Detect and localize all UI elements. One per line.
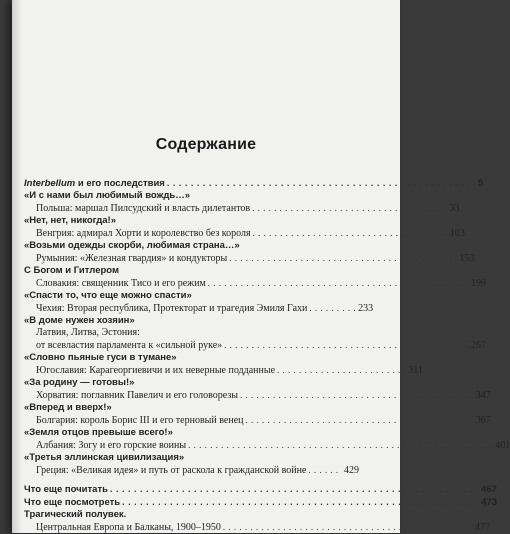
dot-leader: . . . . . . . . . . . . . . . . . . . . . . . . . . . . . . . . . . . .: [252, 228, 448, 238]
toc-entry-title: Венгрия: адмирал Хорти и королевство без короля: [36, 228, 251, 239]
toc-entry-title: «Третья эллинская цивилизация»: [24, 452, 185, 463]
toc-entry-page: 367: [475, 415, 491, 426]
toc-entry: [24, 414, 491, 427]
toc-entry: [24, 252, 475, 265]
toc-entry: [24, 215, 359, 227]
toc-entry-page: 5: [477, 178, 484, 189]
toc-entry-title: Польша: маршал Пилсудский и власть дилетантов: [36, 203, 251, 214]
toc-entry-title: «Возьми одежды скорби, любимая страна…»: [24, 240, 240, 251]
dot-leader: . . . . . . . . . . . . . . . . . . . . . . . . . . . . . . . . . . . . . . . . . . . . . . . .: [207, 278, 470, 288]
toc-entry-title: Латвия, Литва, Эстония:: [36, 327, 140, 338]
dot-leader: . . . . . . . . . . . . . . . . . . . . . . . . . . . . . . . . . . . . . . . . . . . . .: [224, 340, 469, 350]
dot-leader: . . . . . . . . . . . . . . . . . . . . . . . . . . . . . . . . . . . . . . . . . . .: [240, 390, 474, 400]
toc-entry-page: 233: [358, 303, 374, 314]
toc-entry: [24, 452, 359, 464]
toc-entry: [24, 202, 460, 215]
toc-entry-title: «В доме нужен хозяин»: [24, 315, 135, 326]
toc-entry-title: Румыния: «Железная гвардия» и кондукторы: [36, 253, 228, 264]
page-title: Содержание: [155, 136, 257, 153]
toc-entry-title: Албания: Зогу и его горские воины: [36, 440, 187, 451]
toc-entry: [24, 302, 374, 315]
toc-entry-page: 103: [449, 228, 465, 239]
toc-entry-page: 401: [495, 440, 510, 451]
toc-entry: [24, 427, 359, 439]
toc-entry-page: 33: [449, 203, 460, 214]
toc-entry-page: 199: [471, 278, 487, 289]
toc-entry-page: 267: [470, 340, 486, 351]
toc-entry: [24, 240, 359, 252]
toc-entry-title: «Вперед и вверх!»: [24, 402, 112, 413]
toc-entry-title-italic: Interbellum: [24, 178, 76, 189]
toc-entry-title: Хорватия: поглавник Павелич и его головорезы: [36, 390, 238, 401]
toc-entry-page: 429: [344, 465, 359, 476]
dot-leader: . . . . . . . . . . . . . . . . . . . . . . . . . . . . . . . . . . . . . . . . . . . . . . . . . . . . . . . . . . . . . .: [109, 484, 480, 494]
toc-entry-title: «Словно пьяные гуси в тумане»: [24, 352, 177, 363]
toc-entry-title: «Земля отцов превыше всего!»: [24, 427, 173, 438]
toc-entry-title: Что еще почитать: [24, 484, 108, 495]
toc-entry-title: Что еще посмотреть: [24, 497, 121, 508]
dot-leader: . . . . . . . . . . . . . . . . . . . . . . . . . . . . . . . . . . . . . . . . . . . . . . . . . . . . . . . .: [188, 440, 494, 450]
book-page: [12, 0, 510, 533]
dot-leader: . . . . . . . . . . . . . . . . . . . . . . . . . . . . . . . . . . . . . . . . . . . . . .: [222, 522, 474, 532]
toc-entry: [24, 439, 510, 452]
toc-entry: [24, 364, 423, 377]
dot-leader: . . . . . .: [308, 465, 339, 475]
toc-entry: [24, 464, 359, 477]
toc-entry: [24, 190, 359, 202]
toc-entry: [24, 496, 498, 509]
toc-entry-title: С Богом и Гитлером: [24, 265, 120, 276]
toc-entry-page: 311: [408, 365, 423, 376]
toc-entry: [24, 402, 359, 414]
dot-leader: . . . . . . . . . . . . . . . . . . . . . . . . . . . . . . . . . . . . . . . . . . . . . . . . . . . .: [166, 178, 476, 188]
table-of-contents: [12, 0, 510, 533]
dot-leader: . . . . . . . . . . . . . . . . . . . . . . . .: [277, 365, 407, 375]
toc-entry: [24, 315, 359, 327]
dot-leader: . . . . . . . . . . . . . . . . . . . . . . . . . . . . . . . . . . . . . . . . . . . . . . . . . . . . . . . . . . . .: [122, 497, 480, 507]
toc-entry-title: Югославия: Карагеоргиевичи и их неверные подданные: [36, 365, 276, 376]
toc-entry-title: Центральная Европа и Балканы, 1900–1950: [36, 522, 221, 533]
toc-entry: [24, 290, 359, 302]
toc-entry: [24, 483, 497, 496]
toc-entry-title: от всевластия парламента к «сильной руке»: [36, 340, 223, 351]
toc-entry-title: Чехия: Вторая республика, Протекторат и трагедия Эмиля Гахи: [36, 303, 308, 314]
toc-entry: [24, 327, 359, 339]
toc-entry: [24, 265, 359, 277]
toc-entry-page: 347: [475, 390, 491, 401]
toc-entry-title: и его последствия: [75, 178, 165, 189]
toc-entry-title: Трагический полувек.: [24, 509, 127, 520]
toc-entry-title: Словакия: священник Тисо и его режим: [36, 278, 206, 289]
dot-leader: . . . . . . . . .: [309, 303, 357, 313]
toc-entry-title: Греция: «Великая идея» и путь от раскола к гражданской войне: [36, 465, 307, 476]
toc-entry-title: «За родину — готовы!»: [24, 377, 135, 388]
dot-leader: . . . . . . . . . . . . . . . . . . . . . . . . . . . . . . . . . . . . . . . . . .: [245, 415, 474, 425]
toc-entry-title: «Нет, нет, никогда!»: [24, 215, 116, 226]
toc-entry: [24, 377, 359, 389]
toc-entry: [24, 509, 359, 521]
toc-entry: [24, 352, 359, 364]
toc-entry: [24, 177, 484, 190]
toc-entry-page: 467: [481, 484, 497, 495]
dot-leader: . . . . . . . . . . . . . . . . . . . . . . . . . . . . . . . . . . . .: [252, 203, 448, 213]
toc-entry: [24, 277, 487, 290]
toc-entry-title: Болгария: король Борис III и его терновый венец: [36, 415, 244, 426]
toc-entry: [24, 227, 465, 240]
toc-entry-title: «И с нами был любимый вождь…»: [24, 190, 190, 201]
toc-entry-page: 153: [459, 253, 475, 264]
dot-leader: . . . . . . . . . . . . . . . . . . . . . . . . . . . . . . . . . . . . . . . . . .: [229, 253, 458, 263]
toc-entry-page: 477: [475, 522, 491, 533]
toc-entry: [24, 339, 486, 352]
toc-entry-page: 473: [481, 497, 498, 508]
toc-entry-title: «Спасти то, что еще можно спасти»: [24, 290, 192, 301]
toc-entry: [24, 389, 491, 402]
toc-entry: [24, 521, 491, 534]
